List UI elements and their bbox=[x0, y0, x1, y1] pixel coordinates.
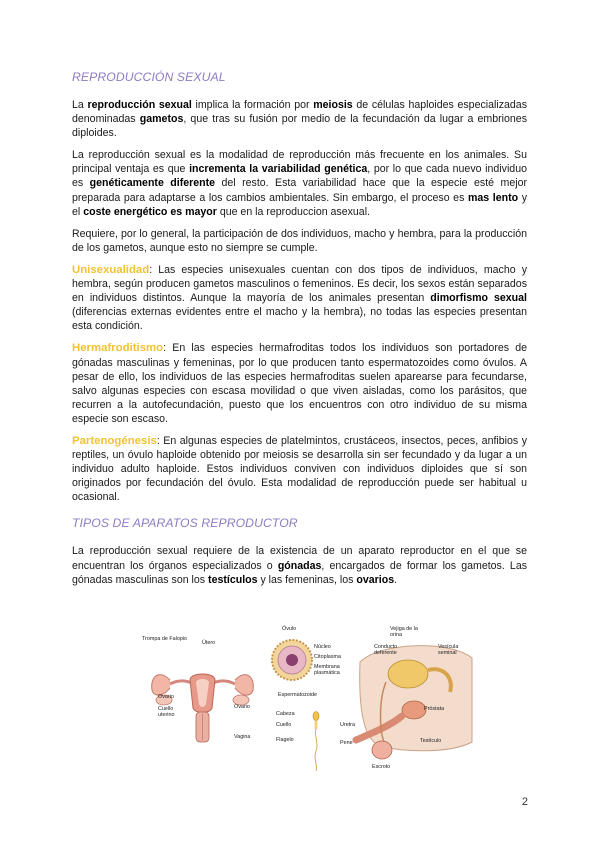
section-title-tipos-aparatos: TIPOS DE APARATOS REPRODUCTOR bbox=[72, 516, 298, 531]
label-testiculo: Testículo bbox=[420, 738, 442, 744]
label-cabeza: Cabeza bbox=[276, 711, 295, 717]
paragraph-ventaja: La reproducción sexual es la modalidad de reproducción más frecuente en los animales. Su principal ventaja es que incrementa la variabilidad genética, por lo que cada nuevo individuo es genéticamente diferente del resto. Esta variabilidad hace que la especie esté mejor preparada para adaptarse a los cambios ambientales. Sin embargo, el proceso es mas lento y el coste energético es mayor que en la reproduccion asexual. bbox=[72, 149, 528, 218]
label-pene: Pene bbox=[340, 740, 353, 746]
label-trompa: Trompa de Falopio bbox=[142, 636, 188, 642]
label-membrana: Membrana plasmática bbox=[314, 664, 340, 676]
female-reproductive-figure bbox=[140, 636, 265, 772]
label-ovulo: Óvulo bbox=[282, 626, 297, 632]
label-cuello: Cuello bbox=[276, 722, 292, 728]
term-unisexualidad: Unisexualidad bbox=[72, 263, 150, 276]
label-vesicula: Vesícula seminal bbox=[438, 644, 459, 656]
label-utero: Útero bbox=[202, 640, 216, 646]
label-uretra: Uretra bbox=[340, 722, 355, 728]
paragraph-intro: La reproducción sexual implica la formación por meiosis de células haploides especializadas denominadas gametos, que tras su fusión por medio de la fecundación da lugar a embriones diploides. bbox=[72, 99, 527, 140]
paragraph-requiere: Requiere, por lo general, la participación de dos individuos, macho y hembra, para la producción de los gametos, aunque esto no siempre se cumple. bbox=[72, 227, 527, 254]
paragraph-unisexualidad: Unisexualidad: Las especies unisexuales cuentan con dos tipos de individuos, macho y hembra, según producen gametos masculinos o femeninos. Es decir, los sexos están separados en individuos distintos. Aunque la mayoría de los animales presentan dimorfismo sexual (diferencias externas evidentes entre el macho y la hembra), no todas las especies presentan esta condición. bbox=[72, 263, 527, 333]
label-cuello-uterino: Cuello uterino bbox=[158, 706, 175, 718]
page-content bbox=[72, 70, 527, 595]
label-espermatozoide: Espermatozoide bbox=[278, 692, 317, 698]
label-citoplasma: Citoplasma bbox=[314, 654, 341, 660]
label-flagelo: Flagelo bbox=[276, 737, 294, 743]
section-title-reproduccion-sexual: REPRODUCCIÓN SEXUAL bbox=[72, 70, 226, 84]
page-number: 2 bbox=[521, 796, 528, 808]
reproductive-figures bbox=[140, 622, 480, 772]
label-vejiga: Vejiga de la orina bbox=[390, 626, 418, 638]
label-vagina: Vagina bbox=[234, 734, 251, 740]
term-hermafroditismo: Hermafroditismo bbox=[72, 342, 164, 355]
label-ovario-left: Ovario bbox=[158, 694, 174, 700]
male-reproductive-figure bbox=[340, 622, 480, 772]
paragraph-hermafroditismo: Hermafroditismo: En las especies hermafroditas todos los individuos son portadores de gónadas masculinas y femeninas, por lo que producen tanto espermatozoides como óvulos. A pesar de ello, los individuos de las especies hermafroditas suelen aparearse para fecundarse, salvo algunas especies con escasa movilidad o que viven aisladas, como los parásitos, que recurren a la autofecundación, puesto que los encuentros con otro individuo de su misma especie son escaso. bbox=[72, 342, 527, 425]
label-ovario-right: Ovario bbox=[234, 704, 250, 710]
label-conducto: Conducto deferente bbox=[374, 644, 398, 656]
paragraph-gonadas: La reproducción sexual requiere de la existencia de un aparato reproductor en el que se encuentran los órganos especializados o gónadas, encargados de formar los gametos. Las gónadas masculinas son los testículos y las femeninas, los ovarios. bbox=[72, 545, 528, 586]
label-nucleo: Núcleo bbox=[314, 644, 331, 650]
label-prostata: Próstata bbox=[424, 706, 445, 712]
term-partenogenesis: Partenogénesis bbox=[72, 434, 157, 447]
label-escroto: Escroto bbox=[372, 764, 391, 770]
paragraph-partenogenesis: Partenogénesis: En algunas especies de platelmintos, crustáceos, insectos, peces, anfibios y reptiles, un óvulo haploide obtenido por meiosis se desarrolla sin ser fecundado y da lugar a un individuo adulto haploide. Estos individuos conviven con individuos diploides que sí son originados por fecundación del óvulo. Esta modalidad de reproducción puede ser habitual u ocasional. bbox=[72, 434, 527, 504]
